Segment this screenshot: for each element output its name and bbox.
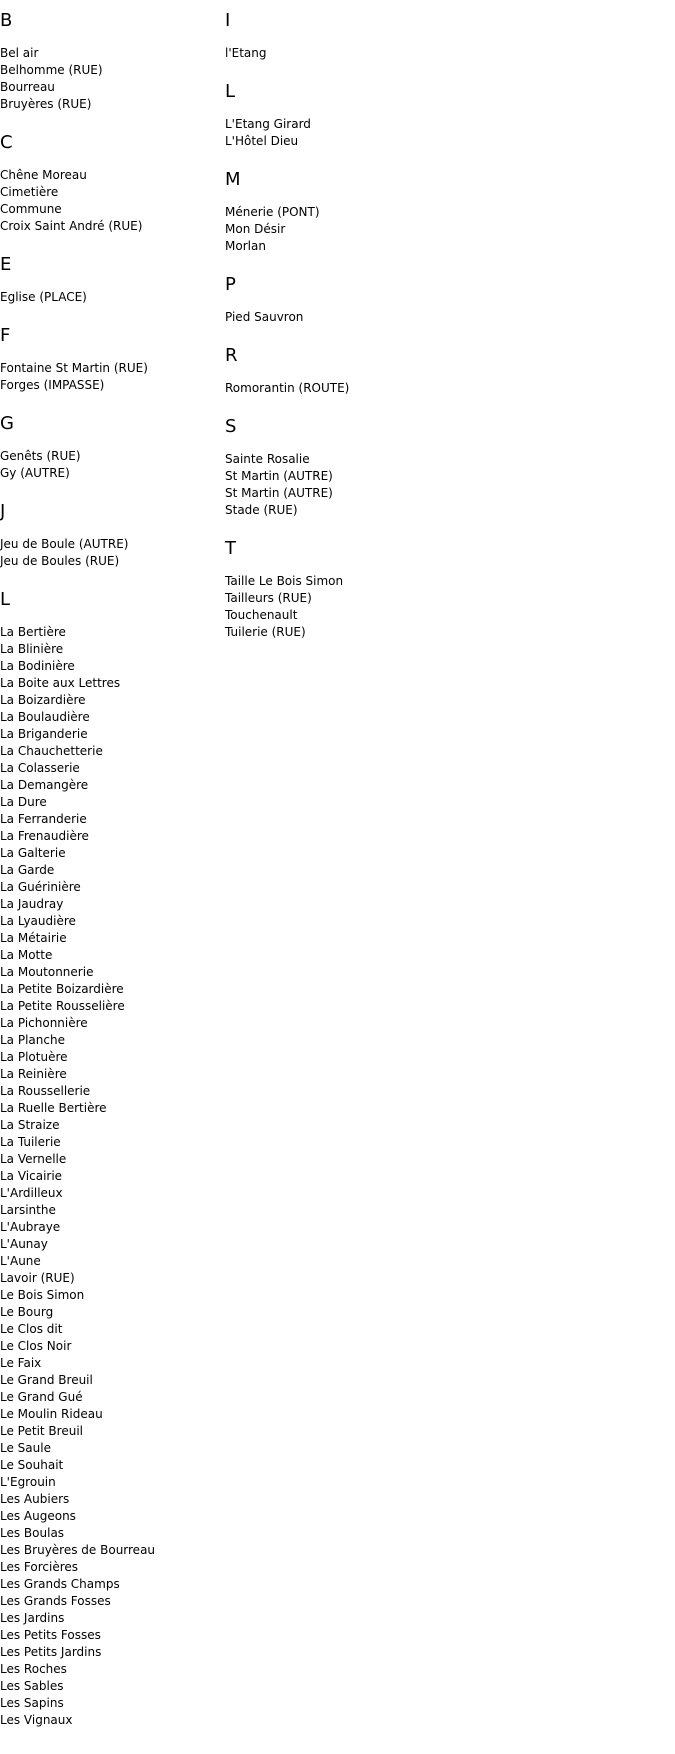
place-item: Commune (0, 202, 62, 216)
letter-heading: J (0, 501, 6, 522)
left-column (0, 0, 225, 1748)
place-list (0, 45, 225, 113)
letter-group-t (225, 538, 525, 641)
place-item: Forges (IMPASSE) (0, 378, 105, 392)
place-item: La Jaudray (0, 897, 64, 911)
place-item: La Bodinière (0, 659, 75, 673)
place-item: Stade (RUE) (225, 503, 298, 517)
place-item: Genêts (RUE) (0, 449, 81, 463)
place-item: La Roussellerie (0, 1084, 91, 1098)
place-item: La Guérinière (0, 880, 81, 894)
place-item: Le Clos dit (0, 1322, 63, 1336)
place-item: Le Grand Breuil (0, 1373, 93, 1387)
place-item: Croix Saint André (RUE) (0, 219, 143, 233)
place-item: Les Grands Fosses (0, 1594, 111, 1608)
place-item: La Métairie (0, 931, 67, 945)
place-item: Le Souhait (0, 1458, 64, 1472)
place-item: La Galterie (0, 846, 66, 860)
letter-group-l (0, 589, 225, 1729)
place-item: Le Grand Gué (0, 1390, 83, 1404)
place-item: La Petite Boizardière (0, 982, 124, 996)
place-item: Les Grands Champs (0, 1577, 120, 1591)
letter-group-j (0, 501, 225, 570)
place-item: Tailleurs (RUE) (225, 591, 312, 605)
place-item: Les Roches (0, 1662, 67, 1676)
letter-group-p (225, 274, 525, 326)
place-item: Les Boulas (0, 1526, 65, 1540)
place-item: L'Egrouin (0, 1475, 56, 1489)
place-item: Taille Le Bois Simon (225, 574, 344, 588)
letter-group-e (0, 254, 225, 306)
letter-group-i (225, 10, 525, 62)
place-item: Les Vignaux (0, 1713, 73, 1727)
place-item: Le Clos Noir (0, 1339, 72, 1353)
place-item: La Planche (0, 1033, 65, 1047)
place-item: Le Petit Breuil (0, 1424, 83, 1438)
letter-heading: I (225, 10, 231, 31)
place-item: Belhomme (RUE) (0, 63, 103, 77)
place-item: Bel air (0, 46, 39, 60)
place-item: Jeu de Boules (RUE) (0, 554, 120, 568)
letter-group-g (0, 413, 225, 482)
place-item: Eglise (PLACE) (0, 290, 87, 304)
place-item: L'Etang Girard (225, 117, 311, 131)
place-item: Les Sables (0, 1679, 64, 1693)
place-item: Fontaine St Martin (RUE) (0, 361, 148, 375)
place-item: St Martin (AUTRE) (225, 486, 333, 500)
place-item: Les Forcières (0, 1560, 79, 1574)
place-item: Les Augeons (0, 1509, 76, 1523)
place-item: Chêne Moreau (0, 168, 87, 182)
letter-group-f (0, 325, 225, 394)
place-item: La Ferranderie (0, 812, 87, 826)
place-item: La Plotuère (0, 1050, 68, 1064)
place-list (0, 448, 225, 482)
place-item: La Vicairie (0, 1169, 63, 1183)
place-item: La Lyaudière (0, 914, 76, 928)
place-item: Le Bois Simon (0, 1288, 85, 1302)
letter-group-b (0, 10, 225, 113)
place-list (0, 624, 225, 1729)
letter-group-l (225, 81, 525, 150)
place-list (0, 360, 225, 394)
letter-heading: L (0, 589, 11, 610)
place-list (225, 116, 525, 150)
place-item: La Blinière (0, 642, 64, 656)
place-item: Romorantin (ROUTE) (225, 381, 350, 395)
place-list (225, 204, 525, 255)
letter-heading: F (0, 325, 11, 346)
letter-heading: G (0, 413, 14, 434)
place-item: Les Sapins (0, 1696, 64, 1710)
place-item: Tuilerie (RUE) (225, 625, 306, 639)
place-item: Les Petits Fosses (0, 1628, 101, 1642)
place-item: L'Ardilleux (0, 1186, 63, 1200)
place-item: Mon Désir (225, 222, 286, 236)
letter-heading: M (225, 169, 241, 190)
place-item: La Chauchetterie (0, 744, 103, 758)
place-item: Sainte Rosalie (225, 452, 310, 466)
letter-heading: B (0, 10, 13, 31)
place-item: La Motte (0, 948, 53, 962)
place-item: L'Aubraye (0, 1220, 61, 1234)
place-item: Ménerie (PONT) (225, 205, 320, 219)
place-item: Le Bourg (0, 1305, 54, 1319)
place-item: Jeu de Boule (AUTRE) (0, 537, 129, 551)
place-item: La Pichonnière (0, 1016, 88, 1030)
place-item: La Bertière (0, 625, 66, 639)
place-list (225, 573, 525, 641)
place-item: La Colasserie (0, 761, 80, 775)
place-item: Larsinthe (0, 1203, 56, 1217)
place-item: La Boulaudière (0, 710, 90, 724)
place-item: Les Petits Jardins (0, 1645, 102, 1659)
place-item: La Garde (0, 863, 55, 877)
place-list (225, 380, 525, 397)
letter-group-s (225, 416, 525, 519)
place-item: La Briganderie (0, 727, 88, 741)
place-item: La Reinière (0, 1067, 67, 1081)
place-item: L'Aune (0, 1254, 41, 1268)
place-list (0, 167, 225, 235)
place-item: Le Saule (0, 1441, 51, 1455)
letter-group-c (0, 132, 225, 235)
place-item: Lavoir (RUE) (0, 1271, 75, 1285)
letter-heading: C (0, 132, 13, 153)
place-item: La Petite Rousselière (0, 999, 125, 1013)
place-item: Le Moulin Rideau (0, 1407, 103, 1421)
place-item: L'Hôtel Dieu (225, 134, 299, 148)
place-list (225, 309, 525, 326)
place-item: La Boizardière (0, 693, 86, 707)
place-item: La Vernelle (0, 1152, 67, 1166)
place-item: L'Aunay (0, 1237, 48, 1251)
place-item: La Straize (0, 1118, 60, 1132)
place-item: La Demangère (0, 778, 89, 792)
place-item: Bruyères (RUE) (0, 97, 92, 111)
place-item: Bourreau (0, 80, 55, 94)
letter-heading: T (225, 538, 236, 559)
place-item: Les Bruyères de Bourreau (0, 1543, 156, 1557)
place-item: La Frenaudière (0, 829, 89, 843)
place-item: Le Faix (0, 1356, 42, 1370)
place-item: La Ruelle Bertière (0, 1101, 107, 1115)
place-list (225, 451, 525, 519)
right-column (225, 0, 525, 660)
letter-heading: S (225, 416, 237, 437)
letter-heading: R (225, 345, 238, 366)
place-item: Les Aubiers (0, 1492, 70, 1506)
letter-heading: P (225, 274, 236, 295)
place-list (0, 289, 225, 306)
letter-heading: L (225, 81, 236, 102)
letter-group-r (225, 345, 525, 397)
place-item: La Boite aux Lettres (0, 676, 121, 690)
place-item: Les Jardins (0, 1611, 65, 1625)
place-item: St Martin (AUTRE) (225, 469, 333, 483)
place-item: Gy (AUTRE) (0, 466, 70, 480)
place-list (0, 536, 225, 570)
letter-group-m (225, 169, 525, 255)
place-item: La Tuilerie (0, 1135, 61, 1149)
place-list (225, 45, 525, 62)
place-item: l'Etang (225, 46, 267, 60)
place-item: Pied Sauvron (225, 310, 304, 324)
place-item: Cimetière (0, 185, 59, 199)
place-item: La Dure (0, 795, 47, 809)
place-item: La Moutonnerie (0, 965, 94, 979)
place-item: Touchenault (225, 608, 298, 622)
place-item: Morlan (225, 239, 266, 253)
letter-heading: E (0, 254, 12, 275)
